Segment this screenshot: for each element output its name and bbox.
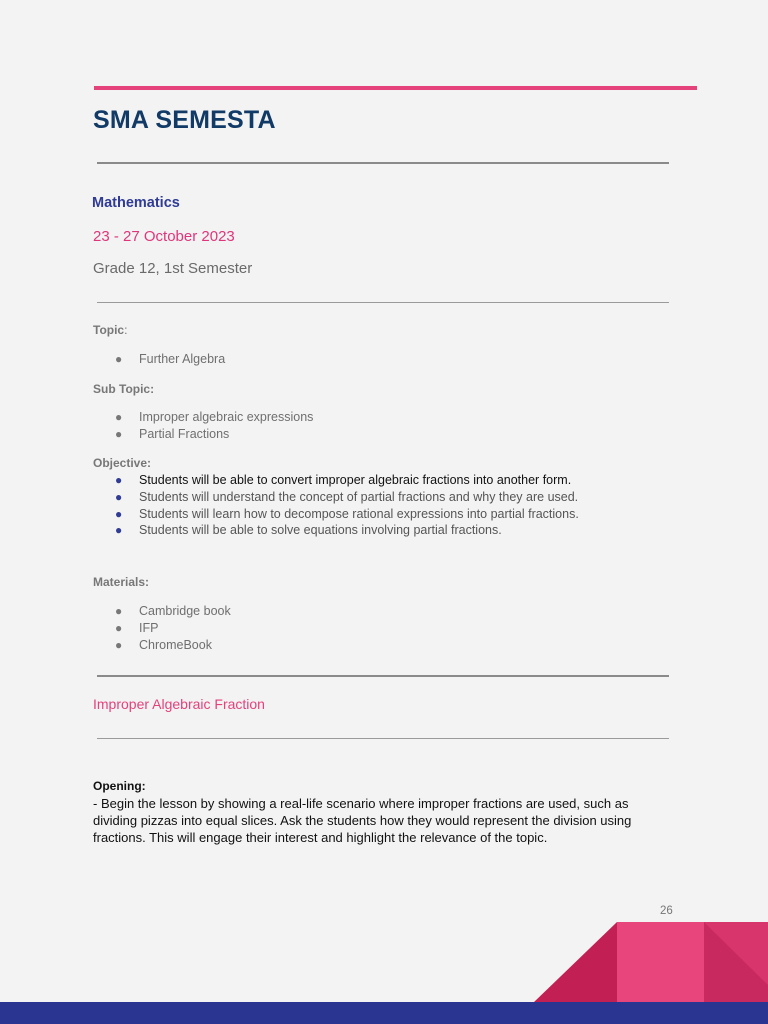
list-item xyxy=(93,637,231,654)
list-item-text: Further Algebra xyxy=(139,352,226,366)
decor-dark-shape xyxy=(533,922,768,1003)
school-title: SMA SEMESTA xyxy=(93,106,276,134)
list-item-text: Cambridge book xyxy=(139,604,231,618)
sub-topic-list xyxy=(93,409,313,443)
bullet-icon: ● xyxy=(115,637,123,652)
decor-right-shape xyxy=(704,922,768,1003)
opening-label: Opening: xyxy=(93,779,146,793)
subject-label: Mathematics xyxy=(92,195,180,211)
decor-fold-shape xyxy=(704,922,768,1003)
materials-label: Materials: xyxy=(93,575,150,589)
list-item xyxy=(93,351,225,368)
bullet-icon: ● xyxy=(115,410,123,424)
divider xyxy=(97,302,669,303)
decor-mid-shape xyxy=(617,922,704,1003)
topic-label-text: Topic xyxy=(93,323,125,337)
list-item xyxy=(93,620,231,637)
opening-paragraph: - Begin the lesson by showing a real-life scenario where improper fractions are used, such as dividing pizzas into equal slices. Ask the students how they would represent the division using fractions. This will engage their interest and highlight the relevance of the topic. xyxy=(93,796,632,846)
bullet-icon: ● xyxy=(115,506,123,521)
page-number: 26 xyxy=(660,905,673,917)
bullet-icon: ● xyxy=(115,426,123,441)
objective-list xyxy=(93,472,579,539)
bullet-icon: ● xyxy=(115,523,123,538)
topic-label-colon: : xyxy=(124,323,128,337)
list-item-text: Improper algebraic expressions xyxy=(139,410,314,424)
divider xyxy=(97,738,669,739)
section-heading: Improper Algebraic Fraction xyxy=(93,696,265,712)
bullet-icon: ● xyxy=(115,620,123,635)
bullet-icon: ● xyxy=(115,604,123,618)
topic-list xyxy=(93,351,225,368)
list-item xyxy=(93,409,313,426)
list-item xyxy=(93,506,579,523)
list-item xyxy=(93,472,579,489)
list-item-text: ChromeBook xyxy=(139,637,212,652)
list-item-text: Students will be able to solve equations involving partial fractions. xyxy=(139,523,502,538)
date-range: 23 - 27 October 2023 xyxy=(93,228,235,245)
header-accent-bar xyxy=(94,86,697,90)
grade-semester: Grade 12, 1st Semester xyxy=(93,260,253,277)
bullet-icon: ● xyxy=(115,489,123,504)
objective-label: Objective: xyxy=(93,456,152,470)
bullet-icon: ● xyxy=(115,473,123,487)
footer-bar xyxy=(0,1002,768,1024)
divider xyxy=(97,675,669,677)
list-item-text: Partial Fractions xyxy=(139,426,230,441)
list-item-text: Students will understand the concept of partial fractions and why they are used. xyxy=(139,489,579,504)
divider xyxy=(97,162,669,164)
topic-label xyxy=(93,323,127,337)
list-item-text: Students will be able to convert improper algebraic fractions into another form. xyxy=(139,473,572,487)
list-item xyxy=(93,603,231,620)
bullet-icon: ● xyxy=(115,352,123,366)
list-item xyxy=(93,426,313,443)
list-item-text: Students will learn how to decompose rational expressions into partial fractions. xyxy=(139,506,579,521)
list-item xyxy=(93,522,579,539)
list-item-text: IFP xyxy=(139,620,159,635)
list-item xyxy=(93,489,579,506)
sub-topic-label: Sub Topic: xyxy=(93,382,155,396)
materials-list xyxy=(93,603,231,653)
